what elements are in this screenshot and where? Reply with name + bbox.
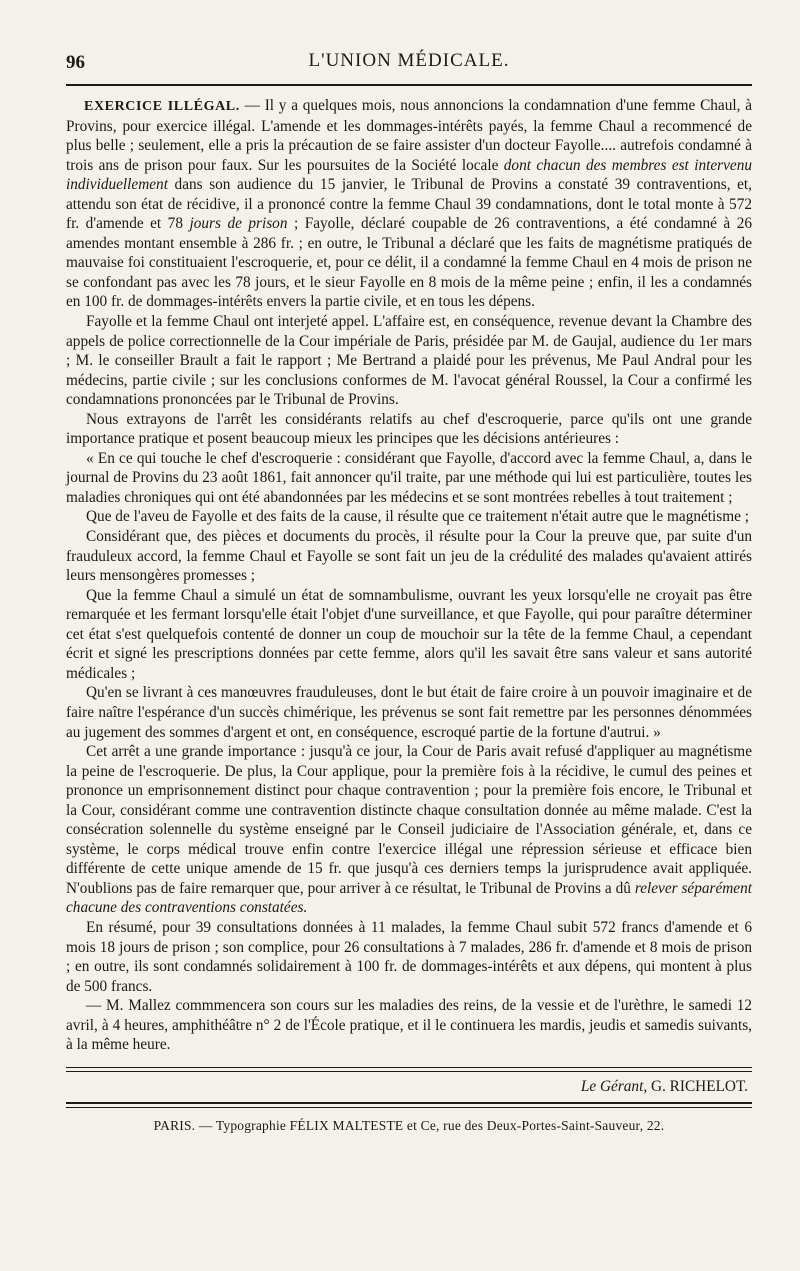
running-title: L'UNION MÉDICALE. [308, 50, 510, 71]
section-title: EXERCICE ILLÉGAL. [84, 99, 240, 114]
paragraph-1-emphasis-2: jours de prison [189, 215, 288, 233]
paragraph-1 [66, 96, 752, 312]
page-number: 96 [66, 52, 85, 73]
signature-role: Le Gérant, [580, 1077, 648, 1095]
paragraph-2: Fayolle et la femme Chaul ont interjeté appel. L'affaire est, en conséquence, revenue devant la Chambre des appels de police correctionnelle de la Cour impériale de Paris, présidée par M. de Gaujal, audience du 1er mars ; M. le conseiller Brault a fait le rapport ; Me Bertrand a plaidé pour les prévenus, Me Paul Andral pour les médecins, partie civile ; sur les conclusions conformes de M. l'avocat général Roussel, la Cour a confirmé les condamnations prononcées par le Tribunal de Provins. [66, 313, 752, 409]
paragraph-9-emphasis: relever séparément chacune des contraventions constatées. [66, 879, 752, 917]
signature-name: G. RICHELOT. [650, 1077, 748, 1095]
printer-imprint: PARIS. — Typographie FÉLIX MALTESTE et Ce, rue des Deux-Portes-Saint-Sauveur, 22. [153, 1117, 665, 1133]
paragraph-3: Nous extrayons de l'arrêt les considérants relatifs au chef d'escroquerie, parce qu'ils ont une grande importance pratique et posent beaucoup mieux les principes que les décisions antérieures : [66, 410, 752, 448]
separator-rule [66, 1067, 752, 1072]
paragraph-9 [66, 742, 752, 918]
paragraph-6: Considérant que, des pièces et documents du procès, il résulte pour la Cour la preuve que, par suite d'un frauduleux accord, la femme Chaul et Fayolle se sont fait un jeu de la crédulité des malades qu'avaient attirés leurs mensongères promesses ; [66, 528, 752, 585]
paragraph-1-text-b: dans son audience du 15 janvier, le Tribunal de Provins a constaté 39 contraventions, et, attendu son état de récidive, il a prononcé contre la femme Chaul 39 condamnations, dont le total monte à 572 fr. d'amende et 78 [66, 176, 752, 233]
paragraph-10: En résumé, pour 39 consultations données à 11 malades, la femme Chaul subit 572 francs d'amende et 6 mois 18 jours de prison ; son complice, pour 26 consultations à 7 malades, 286 fr. d'amende et 8 mois de prison ; en outre, ils sont condamnés solidairement à 100 fr. de dommages-intérêts et aux dépens, qui montent à plus de 500 francs. [66, 918, 752, 995]
paragraph-1-emphasis-1: dont chacun des membres est intervenu individuellement [66, 156, 752, 194]
paragraph-9-text: Cet arrêt a une grande importance : jusqu'à ce jour, la Cour de Paris avait refusé d'appliquer au magnétisme la peine de l'escroquerie. De plus, la Cour applique, pour la première fois à la récidive, le cumul des peines et prononce un emprisonnement distinct pour chaque contravention ; pour la première fois encore, le Tribunal et la Cour, considérant comme une contravention distincte chaque consultation donnée au même malade. C'est la consécration solennelle du système enseigné par le Conseil judiciaire de l'Association générale, et, dans ce système, le corps médical trouve enfin contre l'exercice illégal une répression sérieuse et efficace bien différente de cette unique amende de 15 fr. que jusqu'à ces derniers temps la jurisprudence avait appliquée. N'oublions pas de faire remarquer que, pour arriver à ce résultat, le Tribunal de Provins a dû [66, 743, 752, 897]
paragraph-5: Que de l'aveu de Fayolle et des faits de la cause, il résulte que ce traitement n'était autre que le magnétisme ; [86, 508, 750, 526]
paragraph-1-text-c: ; Fayolle, déclaré coupable de 26 contraventions, a été condamné à 26 amendes montant ensemble à 286 fr. ; en outre, le Tribunal a déclaré que les faits de magnétisme pratiqués de mauvaise foi constituaient l'escroquerie, et, pour ce délit, il a condamné la femme Chaul en 4 mois de prison ne se confondant pas avec les 78 jours, et le sieur Fayolle en 8 mois de la même peine ; enfin, il les a condamnés en 100 fr. de dommages-intérêts envers la partie civile, et en tous les dépens. [66, 215, 752, 311]
footer-rule [66, 1102, 752, 1108]
paragraph-4: « En ce qui touche le chef d'escroquerie : considérant que Fayolle, d'accord avec la femme Chaul, a, dans le journal de Provins du 23 août 1861, fait annoncer qu'il traite, par une méthode qui lui est particulière, toutes les maladies chroniques qui ont été abandonnées par les médecins et se sont montrées rebelles à tout traitement ; [66, 449, 752, 506]
paragraph-7: Que la femme Chaul a simulé un état de somnambulisme, ouvrant les yeux lorsqu'elle ne croyait pas être remarquée et les fermant lorsqu'elle était l'objet d'une surveillance, et que Fayolle, qui pour paraître déterminer cet état s'est quelquefois contenté de donner un coup de mouchoir sur la tête de la femme Chaul, a cependant écrit et signé les prescriptions données par cette femme, alors qu'il les savait être sans valeur et sans autorité médicales ; [66, 586, 752, 682]
article-body [66, 96, 752, 1055]
paragraph-8: Qu'en se livrant à ces manœuvres frauduleuses, dont le but était de faire croire à un pouvoir imaginaire et de faire naître l'espérance d'un succès chimérique, les prévenus se sont fait remettre par les personnes dénommées au jugement des sommes d'argent et ont, en conséquence, escroqué partie de la fortune d'autrui. » [66, 684, 752, 741]
page-header [66, 44, 752, 86]
paragraph-11: — M. Mallez commmencera son cours sur les maladies des reins, de la vessie et de l'urèthre, le samedi 12 avril, à 4 heures, amphithéâtre n° 2 de l'École pratique, et il le continuera les mardis, jeudis et samedis suivants, à la même heure. [66, 997, 752, 1054]
paragraph-1-text-a: — Il y a quelques mois, nous annoncions la condamnation d'une femme Chaul, à Provins, pour exercice illégal. L'amende et les dommages-intérêts payés, la femme Chaul a recommencé de plus belle ; seulement, elle a pris la précaution de se faire assister d'un docteur Fayolle.... autrefois condamné à trois ans de prison pour faux. Sur les poursuites de la Société locale [66, 97, 753, 174]
signature [66, 1078, 752, 1096]
